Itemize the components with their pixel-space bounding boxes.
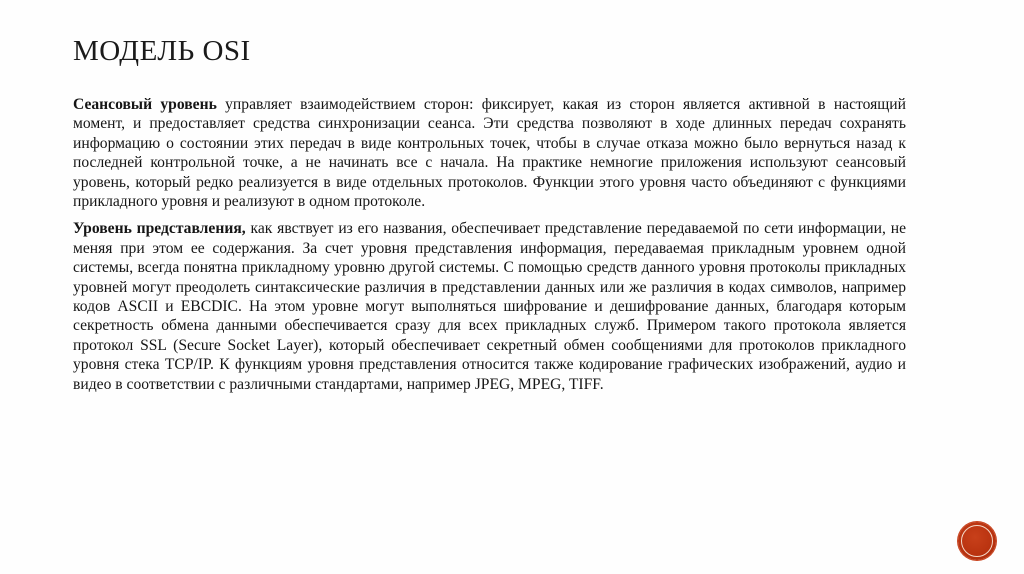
slide-body [73,95,906,402]
slide-nav-button[interactable] [958,522,996,560]
paragraph-session-layer [73,95,906,211]
paragraph-lead: Уровень представления, [73,220,246,238]
slide-title: МОДЕЛЬ OSI [73,35,251,67]
paragraph-text: как явствует из его названия, обеспечивает представление передаваемой по сети информации, не меняя при этом ее содержания. За счет уровня представления информация, передаваемая прикладным уровнем одной системы, всегда понятна прикладному уровню другой системы. С помощью средств данного уровня протоколы прикладных уровней могут преодолеть синтаксические различия в представлении данных или же различия в кодах символов, например кодов ASCII и EBCDIC. На этом уровне могут выполняться шифрование и дешифрование данных, благодаря которым секретность обмена данными обеспечивается сразу для всех прикладных служб. Примером такого протокола является протокол SSL (Secure Socket Layer), который обеспечивает секретный обмен сообщениями для протоколов прикладного уровня стека TCP/IP. К функциям уровня представления относится также кодирование графических изображений, аудио и видео в соответствии с различными стандартами, например JPEG, MPEG, TIFF. [73,220,906,393]
paragraph-text: управляет взаимодействием сторон: фиксирует, какая из сторон является активной в настоящий момент, и предоставляет средства синхронизации сеанса. Эти средства позволяют в ходе длинных передач сохранять информацию о состоянии этих передач в виде контрольных точек, чтобы в случае отказа можно было вернуться назад к последней контрольной точке, а не начинать все с начала. На практике немногие приложения используют сеансовый уровень, который редко реализуется в виде отдельных протоколов. Функции этого уровня часто объединяют с функциями прикладного уровня и реализуют в одном протоколе. [73,96,906,211]
paragraph-presentation-layer [73,219,906,394]
paragraph-lead: Сеансовый уровень [73,96,217,113]
